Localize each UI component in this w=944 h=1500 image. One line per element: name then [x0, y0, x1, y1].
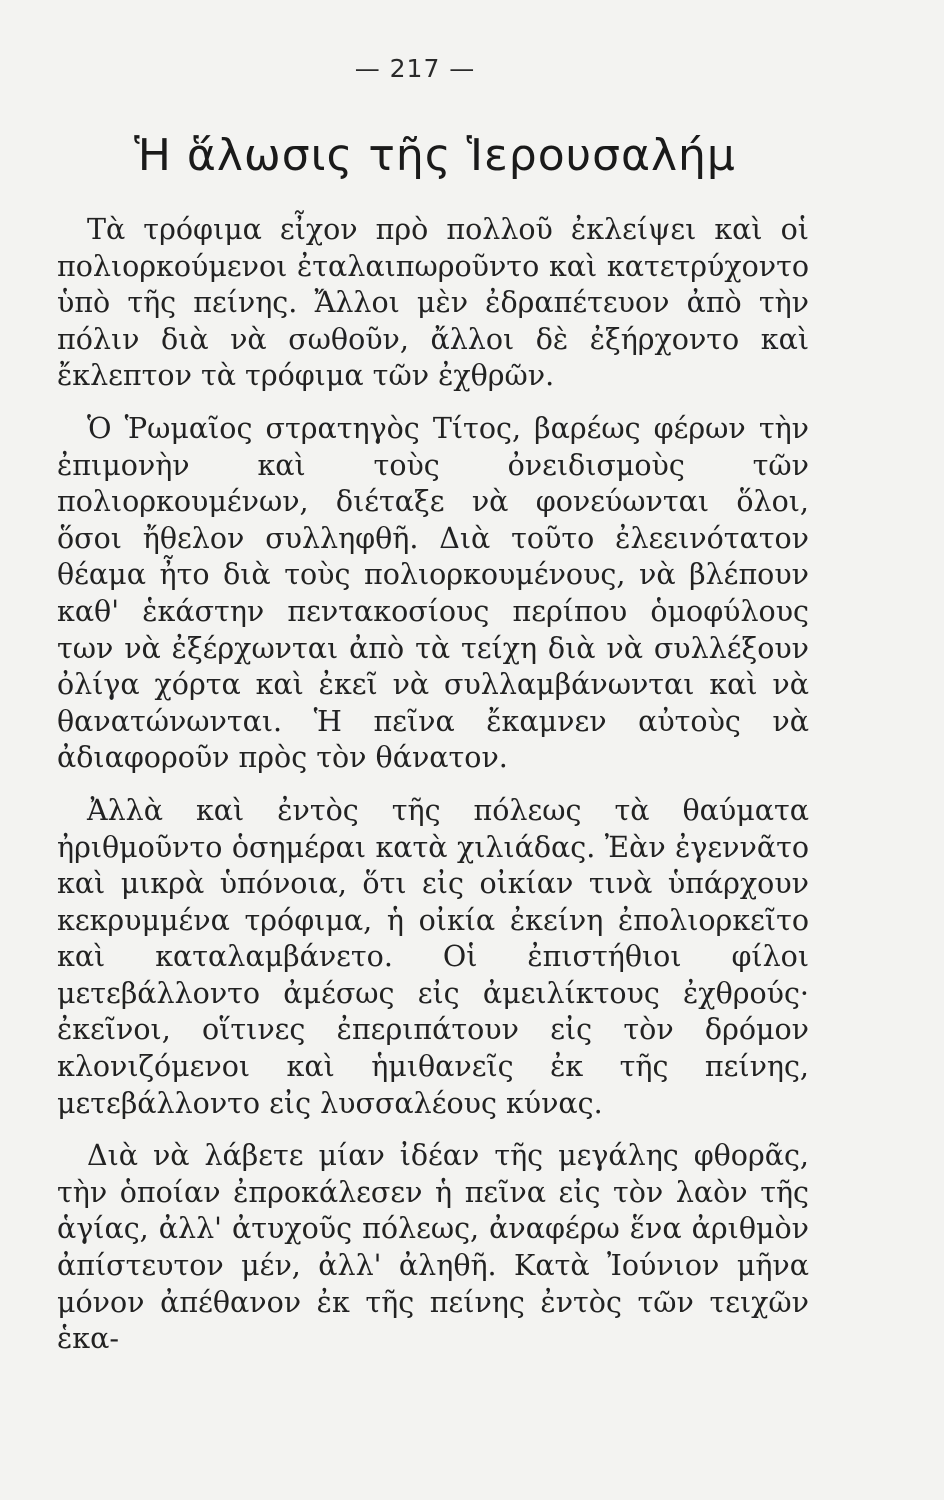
- chapter-body: [57, 212, 809, 1374]
- page-number: — 217 —: [354, 54, 476, 83]
- paragraph-1: Τὰ τρόφιμα εἶχον πρὸ πολλοῦ ἐκλείψει καὶ οἱ πολιορκούμενοι ἐταλαιπωροῦντο καὶ κατετρύχοντο ὑπὸ τῆς πείνης. Ἄλλοι μὲν ἐδραπέτευον ἀπὸ τὴν πόλιν διὰ νὰ σωθοῦν, ἄλλοι δὲ ἐξήρχοντο καὶ ἔκλεπτον τὰ τρόφιμα τῶν ἐχθρῶν.: [57, 213, 809, 393]
- paragraph-2: Ὁ Ῥωμαῖος στρατηγὸς Τίτος, βαρέως φέρων τὴν ἐπιμονὴν καὶ τοὺς ὀνειδισμοὺς τῶν πολιορκουμένων, διέταξε νὰ φονεύωνται ὅλοι, ὅσοι ἤθελον συλληφθῆ. Διὰ τοῦτο ἐλεεινότατον θέαμα ἦτο διὰ τοὺς πολιορκουμένους, νὰ βλέπουν καθ' ἑκάστην πεντακοσίους περίπου ὁμοφύλους των νὰ ἐξέρχωνται ἀπὸ τὰ τείχη διὰ νὰ συλλέξουν ὀλίγα χόρτα καὶ ἐκεῖ νὰ συλλαμβάνωνται καὶ νὰ θανατώνωνται. Ἡ πεῖνα ἔκαμνεν αὐτοὺς νὰ ἀδιαφοροῦν πρὸς τὸν θάνατον.: [57, 411, 809, 775]
- paragraph-4: Διὰ νὰ λάβετε μίαν ἰδέαν τῆς μεγάλης φθορᾶς, τὴν ὁποίαν ἐπροκάλεσεν ἡ πεῖνα εἰς τὸν λαὸν τῆς ἁγίας, ἀλλ' ἀτυχοῦς πόλεως, ἀναφέρω ἕνα ἀριθμὸν ἀπίστευτον μέν, ἀλλ' ἀληθῆ. Κατὰ Ἰούνιον μῆνα μόνον ἀπέθανον ἐκ τῆς πείνης ἐντὸς τῶν τειχῶν ἑκα-: [57, 1139, 809, 1356]
- paragraph-3: Ἀλλὰ καὶ ἐντὸς τῆς πόλεως τὰ θαύματα ἠριθμοῦντο ὁσημέραι κατὰ χιλιάδας. Ἐὰν ἐγεννᾶτο καὶ μικρὰ ὑπόνοια, ὅτι εἰς οἰκίαν τινὰ ὑπάρχουν κεκρυμμένα τρόφιμα, ἡ οἰκία ἐκείνη ἐπολιορκεῖτο καὶ καταλαμβάνετο. Οἱ ἐπιστήθιοι φίλοι μετεβάλλοντο ἀμέσως εἰς ἀμειλίκτους ἐχθρούς· ἐκεῖνοι, οἵτινες ἐπεριπάτουν εἰς τὸν δρόμον κλονιζόμενοι καὶ ἡμιθανεῖς ἐκ τῆς πείνης, μετεβάλλοντο εἰς λυσσαλέους κύνας.: [57, 793, 809, 1120]
- chapter-title: Ἡ ἅλωσις τῆς Ἱερουσαλήμ: [134, 130, 736, 181]
